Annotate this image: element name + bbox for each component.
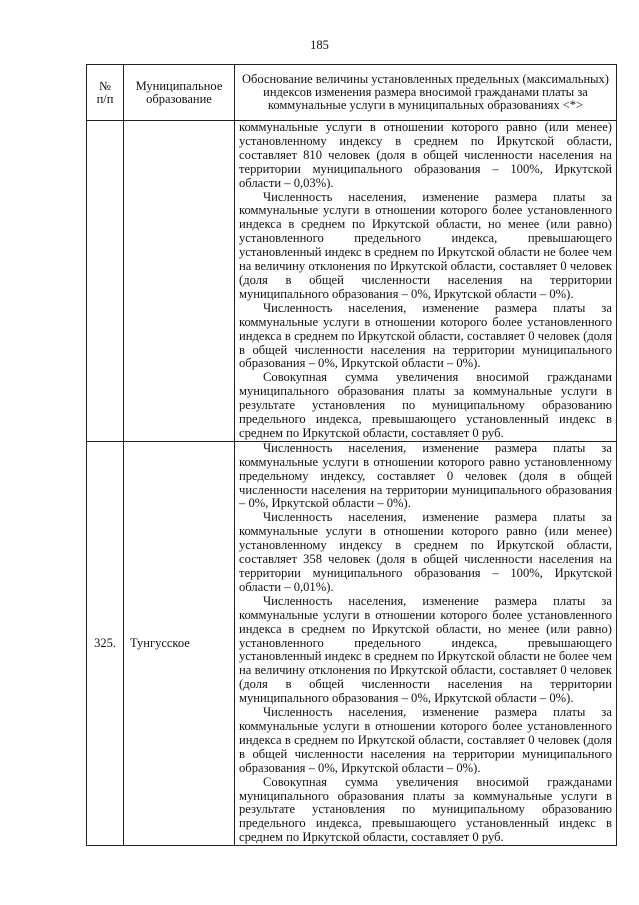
- row-municipality: [124, 121, 235, 442]
- justification-paragraph: Численность населения, изменение размера платы за коммунальные услуги в отношении которого равно (или менее) установленному индексу в среднем по Иркутской области, составляет 358 человек (доля в общей численности населения на территории муниципального образования – 100%, Иркутской области – 0,01%).: [239, 510, 612, 594]
- justification-paragraph: Численность населения, изменение размера платы за коммунальные услуги в отношении которого более установленного индекса в среднем по Иркутской области, но менее (или равно) установленного предельного индекса, превышающего установленный индекс в среднем по Иркутской области не более чем на величину отклонения по Иркутской области, составляет 0 человек (доля в общей численности населения на территории муниципального образования – 0%, Иркутской области – 0%).: [239, 593, 612, 706]
- header-justification-label: Обоснование величины установленных предельных (максимальных) индексов изменения размера вносимой гражданами платы за коммунальные услуги в муниципальных образованиях <*>: [242, 72, 609, 112]
- row-justification: [235, 441, 617, 845]
- header-number: [87, 65, 124, 121]
- row-number: 325.: [87, 441, 124, 845]
- row-municipality: Тунгусское: [124, 441, 235, 845]
- header-municipality: [124, 65, 235, 121]
- row-justification: [235, 121, 617, 442]
- justification-paragraph: Численность населения, изменение размера платы за коммунальные услуги в отношении которого более установленного индекса в среднем по Иркутской области, составляет 0 человек (доля в общей численности населения на территории муниципального образования – 0%, Иркутской области – 0%).: [239, 300, 612, 371]
- table-row: [87, 121, 617, 442]
- header-number-label: № п/п: [96, 78, 114, 106]
- justification-paragraph: Численность населения, изменение размера платы за коммунальные услуги в отношении которого более установленного индекса в среднем по Иркутской области, но менее (или равно) установленного предельного индекса, превышающего установленный индекс в среднем по Иркутской области не более чем на величину отклонения по Иркутской области, составляет 0 человек (доля в общей численности населения на территории муниципального образования – 0%, Иркутской области – 0%).: [239, 189, 612, 301]
- header-municipality-label: Муниципальное образование: [135, 78, 223, 106]
- justification-paragraph: Численность населения, изменение размера платы за коммунальные услуги в отношении которого более установленного индекса в среднем по Иркутской области, составляет 0 человек (доля в общей численности населения на территории муниципального образования – 0%, Иркутской области – 0%).: [239, 705, 612, 775]
- table-header-row: [87, 65, 617, 121]
- table-row: [87, 441, 617, 845]
- justification-paragraph: коммунальные услуги в отношении которого равно (или менее) установленному индексу в среднем по Иркутской области, составляет 810 человек (доля в общей численности населения на территории муниципального образования – 100%, Иркутской области – 0,03%).: [239, 120, 612, 190]
- justification-paragraph: Совокупная сумма увеличения вносимой гражданами муниципального образования платы за коммунальные услуги в результате установления по муниципальному образованию предельного индекса, превышающего установленный индекс в среднем по Иркутской области, составляет 0 руб.: [239, 370, 612, 440]
- header-justification: [235, 65, 617, 121]
- justification-paragraph: Численность населения, изменение размера платы за коммунальные услуги в отношении которого равно установленному предельному индексу, составляет 0 человек (доля в общей численности населения на территории муниципального образования – 0%, Иркутской области – 0%).: [239, 440, 612, 511]
- page-number: 185: [310, 38, 329, 52]
- tariff-index-table: [86, 64, 617, 846]
- justification-paragraph: Совокупная сумма увеличения вносимой гражданами муниципального образования платы за коммунальные услуги в результате установления по муниципальному образованию предельного индекса, превышающего установленный индекс в среднем по Иркутской области, составляет 0 руб.: [239, 774, 612, 845]
- row-number: [87, 121, 124, 442]
